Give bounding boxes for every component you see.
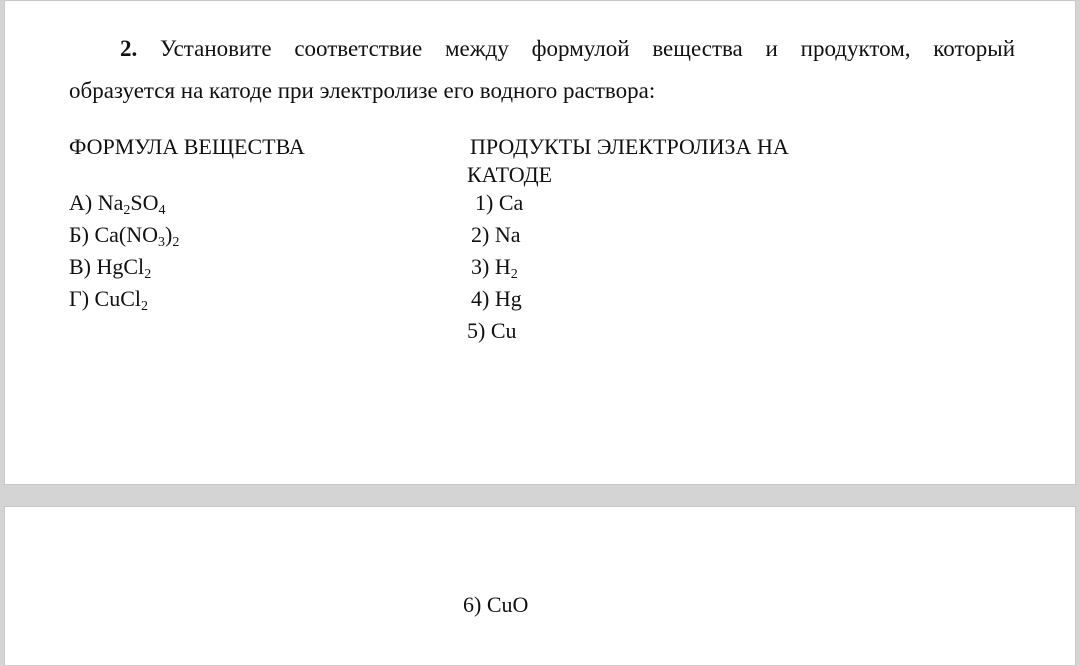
product-label: 3)	[471, 254, 490, 279]
formula-item-b	[69, 219, 179, 251]
formula-item-g	[69, 283, 148, 315]
formula-label: Г)	[69, 286, 90, 311]
formula-part: HgCl	[96, 254, 145, 279]
product-label: 5)	[467, 318, 486, 343]
document-page-1	[4, 0, 1076, 485]
product-text: H	[494, 254, 511, 279]
product-item-5	[467, 315, 517, 347]
formula-item-v	[69, 251, 151, 283]
formula-part: Na	[97, 190, 124, 215]
document-page-2	[4, 506, 1076, 666]
product-item-6	[463, 589, 528, 621]
product-text: Na	[494, 222, 521, 247]
product-label: 6)	[463, 592, 482, 617]
task-statement	[69, 28, 1015, 112]
formula-part: Ca(NO	[94, 222, 159, 247]
formula-part: CuCl	[94, 286, 142, 311]
product-text: Ca	[498, 190, 524, 215]
product-subscript: 2	[510, 267, 518, 282]
formula-part: SO	[130, 190, 159, 215]
formula-label: А)	[69, 190, 93, 215]
task-number: 2.	[120, 36, 138, 61]
task-text-line-2: образуется на катоде при электролизе его водного раствора:	[69, 78, 656, 103]
formula-subscript: 2	[172, 235, 180, 250]
products-header-line-1: ПРОДУКТЫ ЭЛЕКТРОЛИЗА НА	[470, 134, 789, 159]
products-header-line-2: КАТОДЕ	[467, 162, 553, 187]
product-item-1	[475, 187, 523, 219]
formula-part: )	[165, 222, 173, 247]
product-label: 4)	[471, 286, 490, 311]
product-item-2	[471, 219, 520, 251]
product-item-3	[471, 251, 518, 283]
task-text-line-1: Установите соответствие между формулой вещества и продуктом, который	[160, 36, 1015, 61]
products-column-header	[467, 133, 887, 189]
product-text: Cu	[490, 318, 517, 343]
product-label: 1)	[475, 190, 494, 215]
formula-column-header: ФОРМУЛА ВЕЩЕСТВА	[69, 134, 305, 159]
product-item-4	[471, 283, 522, 315]
formula-subscript: 4	[158, 203, 166, 218]
product-text: CuO	[486, 592, 529, 617]
product-text: Hg	[494, 286, 522, 311]
formula-item-a	[69, 187, 166, 219]
formula-label: В)	[69, 254, 91, 279]
formula-subscript: 2	[123, 203, 131, 218]
task-line-1	[69, 28, 1015, 70]
formula-label: Б)	[69, 222, 89, 247]
formula-subscript: 2	[141, 299, 149, 314]
product-label: 2)	[471, 222, 490, 247]
formula-subscript: 3	[158, 235, 166, 250]
formula-subscript: 2	[144, 267, 152, 282]
